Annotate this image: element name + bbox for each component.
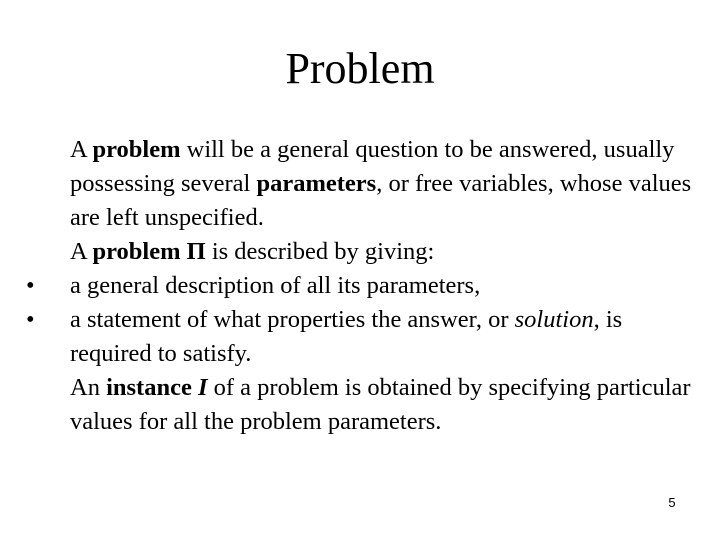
term-solution: solution — [514, 306, 594, 333]
text-run: A — [70, 136, 93, 163]
text-run: A — [70, 238, 93, 265]
slide-number: 5 — [668, 495, 676, 510]
term-instance: instance — [106, 374, 192, 401]
term-problem: problem — [92, 238, 181, 265]
text-run: An — [70, 374, 107, 401]
term-problem: problem — [92, 136, 181, 163]
bullet-item — [22, 303, 702, 371]
text-run: , is required to satisfy. — [70, 306, 623, 367]
slide-title: Problem — [285, 44, 435, 93]
paragraph-instance-definition — [22, 371, 702, 439]
text-run: a general description of all its parameters, — [70, 272, 481, 299]
term-parameters: parameters — [256, 170, 377, 197]
text-run: is described by giving: — [205, 238, 435, 265]
text-run: , or free variables, whose values are left unspecified. — [70, 170, 692, 231]
bullet-text — [70, 303, 702, 371]
paragraph-problem-definition — [22, 133, 702, 235]
text-run: a statement of what properties the answer, or — [70, 306, 515, 333]
bullet-text — [70, 269, 702, 303]
text-run: will be a general question to be answered, usually possessing several — [70, 136, 675, 197]
pi-symbol: Π — [186, 238, 206, 265]
instance-symbol-i: I — [197, 374, 208, 401]
bullet-marker: • — [26, 272, 35, 299]
bullet-item — [22, 269, 702, 303]
paragraph-problem-pi — [22, 235, 702, 269]
bullet-marker: • — [26, 306, 35, 333]
text-run: of a problem is obtained by specifying particular values for all the problem parameters. — [70, 374, 691, 435]
slide-body — [22, 133, 702, 439]
